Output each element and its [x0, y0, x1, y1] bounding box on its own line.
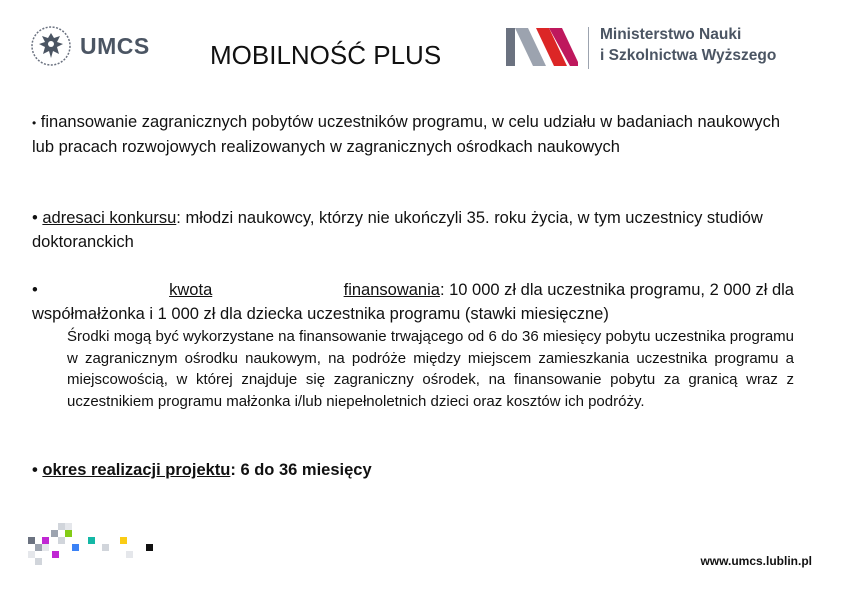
page-title: MOBILNOŚĆ PLUS — [210, 40, 442, 70]
funding-note: Środki mogą być wykorzystane na finansowanie trwającego od 6 do 36 miesięcy pobytu uczestnika programu w zagranicznym ośrodku naukowym, na podróże między miejscem zamieszkania uczestnika programu a miejscowością, w której znajduje się zagraniczny ośrodek, na finansowanie pobytu za granicą wraz z uczestnikiem programu małżonka i/lub niepełnoletnich dzieci oraz kosztów ich podróży. — [67, 328, 794, 410]
bullet-label: adresaci konkursu — [42, 209, 177, 227]
bullet-label-group — [344, 278, 794, 302]
bullet-label: okres realizacji projektu — [42, 461, 231, 479]
decorative-pixels-icon — [28, 521, 163, 566]
bullet-text: : 6 do 36 miesięcy — [230, 461, 372, 479]
bullet-financing-stays — [32, 110, 794, 159]
umcs-logo-text: UMCS — [80, 32, 150, 59]
bullet-line — [32, 278, 794, 302]
logo-divider — [588, 27, 589, 69]
footer-url: www.umcs.lublin.pl — [700, 554, 812, 568]
bullet-marker: • — [32, 461, 38, 479]
bullet-marker: • — [32, 281, 38, 299]
bullet-funding-amount — [32, 278, 794, 326]
bullet-text: finansowanie zagranicznych pobytów uczestników programu, w celu udziału w badaniach naukowych lub pracach rozwojowych realizowanych w zagranicznych ośrodkach naukowych — [32, 113, 781, 156]
bullet-text: : młodzi naukowcy, którzy nie ukończyli 35. roku życia, w tym uczestnicy studiów doktoranckich — [32, 209, 763, 251]
ministry-name-line2: i Szkolnictwa Wyższego — [600, 47, 777, 64]
eagle-emblem-icon — [30, 24, 72, 68]
bullet-marker: • — [32, 209, 38, 227]
bullet-label-word: kwota — [169, 281, 213, 299]
bullet-marker: • — [32, 116, 37, 130]
bullet-project-duration — [32, 458, 794, 482]
ministry-name — [600, 24, 776, 66]
umcs-logo — [30, 24, 150, 68]
ministry-name-line1: Ministerstwo Nauki — [600, 26, 742, 43]
bullet-label-word: finansowania — [343, 281, 440, 299]
bullet-target-group — [32, 206, 794, 254]
bullet-text-continued: współmałżonka i 1 000 zł dla dziecka uczestnika programu (stawki miesięczne) — [32, 305, 609, 323]
ministry-logo-icon — [506, 28, 578, 66]
bullet-text: : 10 000 zł dla uczestnika programu, 2 000 zł dla — [439, 281, 794, 299]
